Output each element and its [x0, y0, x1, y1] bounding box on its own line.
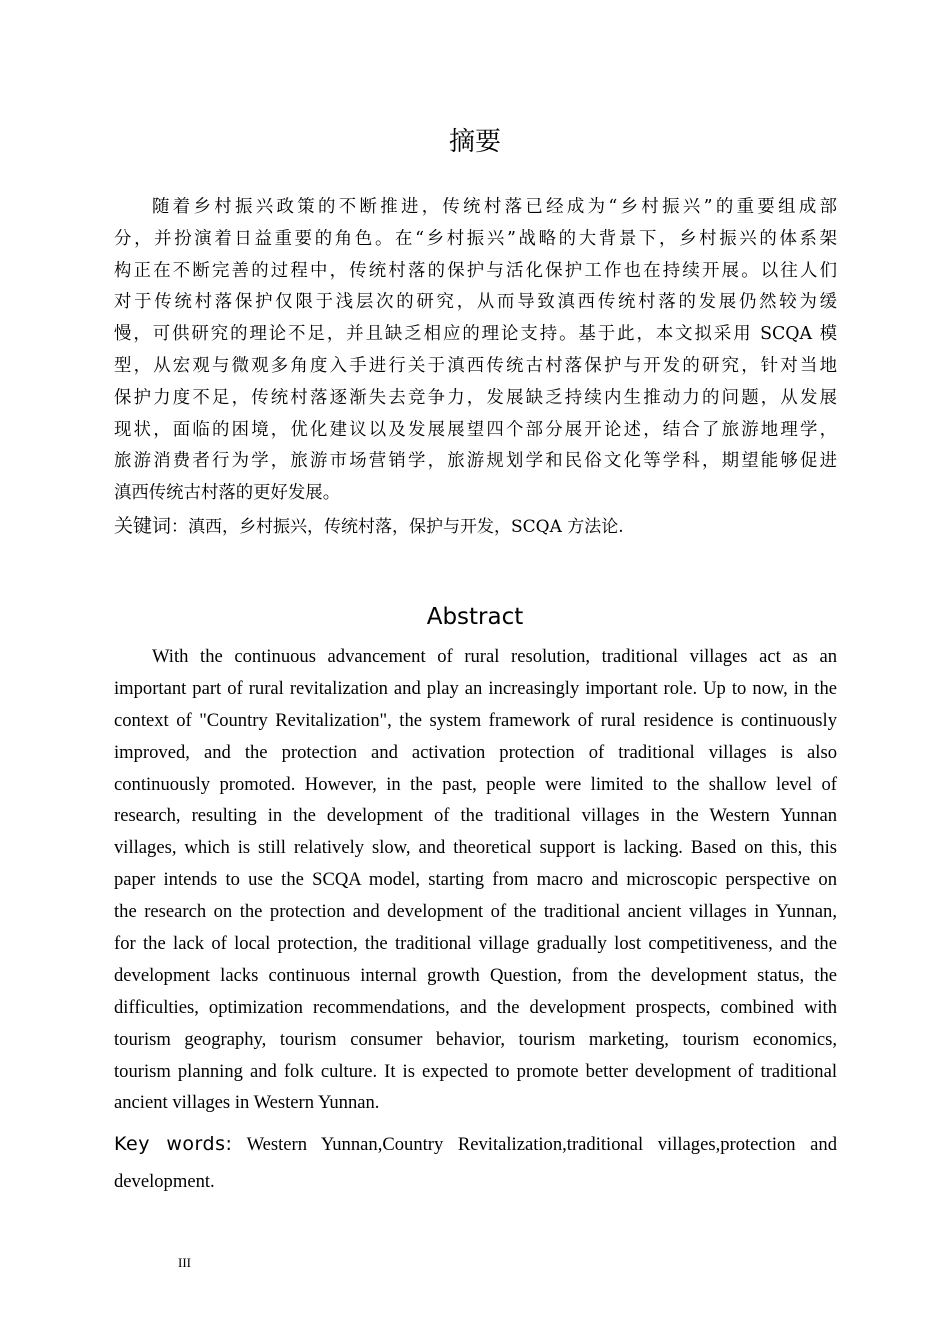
chinese-keywords-label: 关键词	[114, 515, 172, 537]
english-abstract-line: development lacks continuous internal growth Question, from the development status, the	[114, 964, 837, 986]
english-abstract-line: difficulties, optimization recommendations, and the development prospects, combined with	[114, 996, 837, 1018]
chinese-abstract-line: 慢，可供研究的理论不足，并且缺乏相应的理论支持。基于此，本文拟采用 SCQA 模	[114, 324, 837, 345]
chinese-abstract-line: 随着乡村振兴政策的不断推进，传统村落已经成为“乡村振兴”的重要组成部	[152, 197, 837, 217]
english-abstract-body	[114, 641, 837, 1119]
english-keywords-text: Western Yunnan,Country Revitalization,traditional villages,protection and	[246, 1134, 837, 1155]
english-abstract-line: context of "Country Revitalization", the system framework of rural residence is continuously	[114, 709, 837, 731]
chinese-keywords	[114, 511, 837, 542]
english-abstract-line: With the continuous advancement of rural resolution, traditional villages act as an	[152, 646, 837, 667]
english-abstract-line: the research on the protection and development of the traditional ancient villages in Yunnan,	[114, 901, 837, 923]
chinese-abstract-body	[114, 192, 837, 510]
chinese-abstract-line: 滇西传统古村落的更好发展。	[114, 483, 341, 504]
page-number: III	[178, 1255, 191, 1270]
english-abstract-line: tourism geography, tourism consumer behavior, tourism marketing, tourism economics,	[114, 1028, 837, 1050]
chinese-abstract-line: 构正在不断完善的过程中，传统村落的保护与活化保护工作也在持续开展。以往人们	[114, 260, 837, 281]
chinese-abstract-line: 分，并扮演着日益重要的角色。在“乡村振兴”战略的大背景下，乡村振兴的体系架	[114, 228, 837, 249]
chinese-keywords-text: 滇西，乡村振兴，传统村落，保护与开发，SCQA 方法论.	[188, 517, 624, 537]
english-abstract-title: Abstract	[426, 604, 524, 630]
chinese-abstract-line: 现状，面临的困境，优化建议以及发展展望四个部分展开论述，结合了旅游地理学，	[114, 419, 837, 440]
english-keywords-line: development.	[114, 1171, 215, 1192]
chinese-abstract-line: 保护力度不足，传统村落逐渐失去竞争力，发展缺乏持续内生推动力的问题，从发展	[114, 387, 837, 408]
english-abstract-line: paper intends to use the SCQA model, starting from macro and microscopic perspective on	[114, 869, 837, 891]
chinese-abstract-line: 旅游消费者行为学，旅游市场营销学，旅游规划学和民俗文化等学科，期望能够促进	[114, 451, 837, 472]
english-abstract-line: research, resulting in the development of the traditional villages in the Western Yunnan	[114, 805, 837, 827]
english-abstract-line: tourism planning and folk culture. It is expected to promote better development of traditional	[114, 1060, 837, 1082]
english-abstract-line: improved, and the protection and activation protection of traditional villages is also	[114, 741, 837, 763]
english-abstract-line: ancient villages in Western Yunnan.	[114, 1092, 380, 1114]
english-keywords-label: Key words:	[114, 1133, 233, 1155]
english-abstract-line: important part of rural revitalization and play an increasingly important role. Up to now, in the	[114, 677, 837, 699]
english-keywords-line	[114, 1128, 837, 1165]
english-keywords	[114, 1128, 837, 1202]
chinese-keywords-separator: ：	[171, 517, 189, 537]
english-abstract-line: villages, which is still relatively slow, and theoretical support is lacking. Based on this, this	[114, 837, 837, 859]
english-abstract-line: continuously promoted. However, in the past, people were limited to the shallow level of	[114, 773, 837, 795]
chinese-abstract-line: 对于传统村落保护仅限于浅层次的研究，从而导致滇西传统村落的发展仍然较为缓	[114, 292, 837, 313]
chinese-abstract-title: 摘要	[448, 127, 501, 157]
english-abstract-line: for the lack of local protection, the traditional village gradually lost competitiveness, and the	[114, 933, 837, 955]
chinese-abstract-line: 型，从宏观与微观多角度入手进行关于滇西传统古村落保护与开发的研究，针对当地	[114, 355, 837, 376]
